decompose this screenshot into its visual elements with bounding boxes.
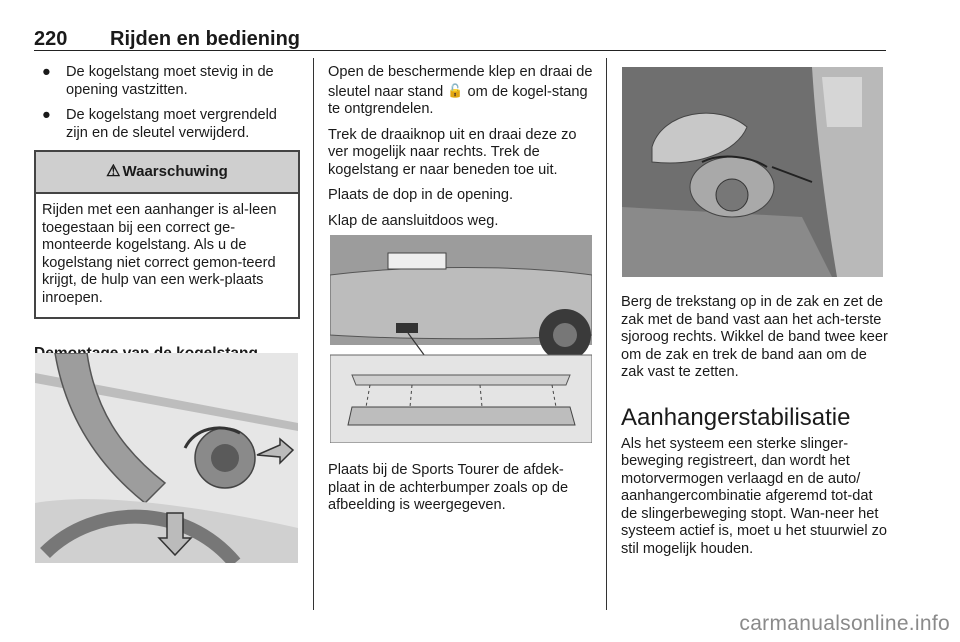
paragraph: Open de beschermende klep en draai de sleutel naar stand 🔓 om de kogel-stang te ontgrendelen. — [328, 64, 593, 117]
paragraph: Plaats de dop in de opening. — [328, 187, 514, 203]
column-2 — [328, 64, 594, 238]
paragraph: Trek de draaiknop uit en draai deze zo ver mogelijk naar rechts. Trek de kogelstang er naar beneden toe uit. — [328, 126, 577, 178]
towbar-removal-drawing — [35, 353, 298, 563]
warning-box — [34, 150, 300, 319]
page-number: 220 — [34, 28, 68, 50]
paragraph: Plaats bij de Sports Tourer de afdek-plaat in de achterbumper zoals op de afbeelding is weergegeven. — [328, 462, 569, 513]
warning-header — [36, 152, 298, 194]
paragraph: Als het systeem een sterke slinger-beweging registreert, dan wordt het motorvermogen verlaagd en de auto/ aanhangercombinatie afgeremd tot-dat de slingerbeweging stopt. Wan-neer het systeem actief is, moet u het stuurwiel zo stil mogelijk houden. — [621, 435, 888, 557]
towbar-removal-illustration — [35, 353, 298, 563]
page-title: Rijden en bediening — [110, 28, 301, 50]
column-divider — [313, 58, 314, 610]
list-item: ● De kogelstang moet stevig in de opening vastzitten. — [42, 64, 274, 98]
column-divider — [606, 58, 607, 610]
column-2-lower — [328, 462, 594, 523]
page-header — [34, 28, 886, 51]
warning-title: Waarschuwing — [122, 163, 228, 181]
unlock-icon: 🔓 — [447, 82, 464, 98]
section-heading: Aanhangerstabilisatie — [621, 403, 851, 431]
rear-bumper-illustration — [330, 235, 592, 443]
paragraph: Klap de aansluitdoos weg. — [328, 212, 499, 229]
paragraph: Berg de trekstang op in de zak en zet de zak met de band vast aan het ach-terste sjoroog rechts. Wikkel de band twee keer om de zak en trek de band aan om de zak vast te zetten. — [621, 294, 888, 380]
column-3 — [621, 294, 889, 566]
warning-triangle-icon: ⚠ — [106, 163, 121, 181]
warning-text: Rijden met een aanhanger is al-leen toegestaan bij een correct ge-monteerde kogelstang. Als u de kogelstang niet correct gemon-teerd krijgt, de hulp van een werk-plaats inroepen. — [42, 202, 277, 306]
storage-bag-drawing — [622, 67, 883, 277]
list-item: ● De kogelstang moet vergrendeld zijn en de sleutel verwijderd. — [42, 107, 277, 141]
rear-bumper-drawing — [330, 235, 592, 443]
column-1 — [34, 64, 300, 363]
watermark: carmanualsonline.info — [739, 612, 950, 635]
storage-bag-illustration — [622, 67, 883, 277]
